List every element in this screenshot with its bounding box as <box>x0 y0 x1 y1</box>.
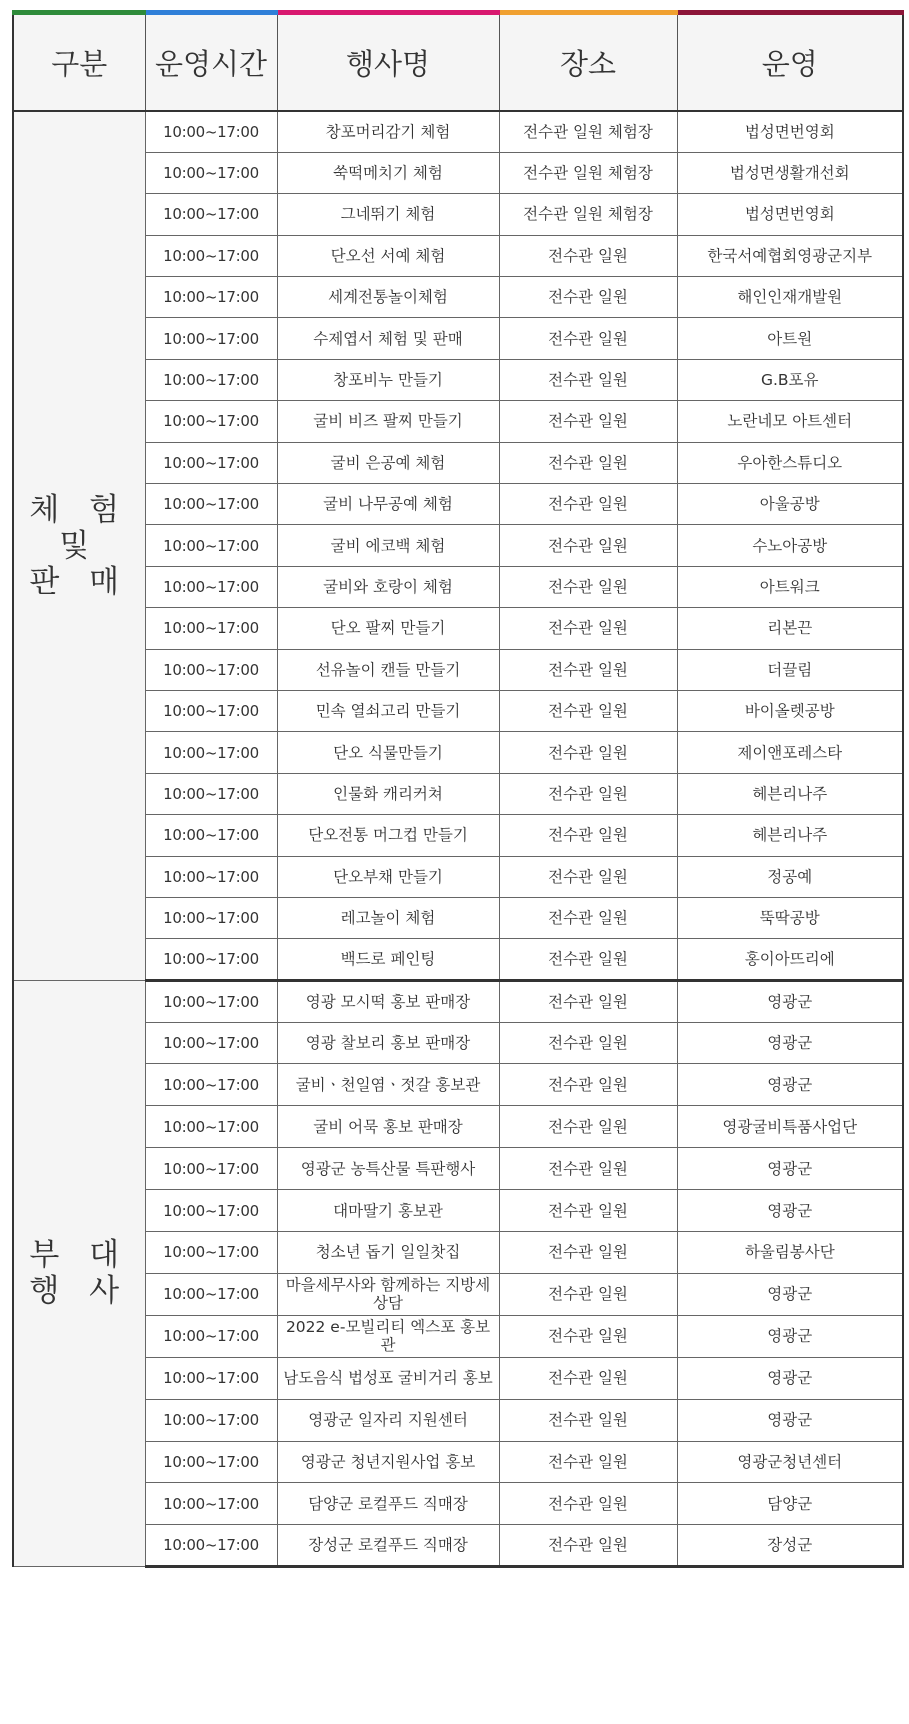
operator-cell: 영광군 <box>677 1190 903 1232</box>
place-cell: 전수관 일원 <box>499 359 677 400</box>
operator-cell: 아울공방 <box>677 484 903 525</box>
operator-cell: 영광군 <box>677 980 903 1022</box>
table-row <box>13 1315 903 1357</box>
event-name-cell: 민속 열쇠고리 만들기 <box>277 690 499 731</box>
operator-cell: 영광군 <box>677 1399 903 1441</box>
section-experience-sales <box>13 111 903 980</box>
table-row <box>13 235 903 276</box>
table-row <box>13 1106 903 1148</box>
event-name-cell: 단오부채 만들기 <box>277 856 499 897</box>
event-name-cell: 영광군 농특산물 특판행사 <box>277 1148 499 1190</box>
time-cell: 10:00~17:00 <box>145 1483 277 1525</box>
time-cell: 10:00~17:00 <box>145 1357 277 1399</box>
place-cell: 전수관 일원 <box>499 649 677 690</box>
table-row <box>13 773 903 814</box>
event-name-cell: 청소년 돕기 일일찻집 <box>277 1232 499 1274</box>
table-header <box>13 13 903 112</box>
table-row <box>13 359 903 400</box>
table-row <box>13 649 903 690</box>
table-row <box>13 194 903 235</box>
time-cell: 10:00~17:00 <box>145 442 277 483</box>
operator-cell: 영광군청년센터 <box>677 1441 903 1483</box>
time-cell: 10:00~17:00 <box>145 1399 277 1441</box>
table-row <box>13 566 903 607</box>
operator-cell: 바이올렛공방 <box>677 690 903 731</box>
operator-cell: 한국서예협회영광군지부 <box>677 235 903 276</box>
time-cell: 10:00~17:00 <box>145 566 277 607</box>
operator-cell: G.B포유 <box>677 359 903 400</box>
time-cell: 10:00~17:00 <box>145 1273 277 1315</box>
time-cell: 10:00~17:00 <box>145 359 277 400</box>
operator-cell: 수노아공방 <box>677 525 903 566</box>
time-cell: 10:00~17:00 <box>145 856 277 897</box>
event-name-cell: 그네뛰기 체험 <box>277 194 499 235</box>
header-row <box>13 13 903 112</box>
time-cell: 10:00~17:00 <box>145 1315 277 1357</box>
table-row <box>13 1273 903 1315</box>
time-cell: 10:00~17:00 <box>145 732 277 773</box>
event-name-cell: 굴비 어묵 홍보 판매장 <box>277 1106 499 1148</box>
event-name-cell: 영광군 청년지원사업 홍보 <box>277 1441 499 1483</box>
table-row <box>13 1190 903 1232</box>
place-cell: 전수관 일원 <box>499 1190 677 1232</box>
event-name-cell: 장성군 로컬푸드 직매장 <box>277 1525 499 1567</box>
place-cell: 전수관 일원 <box>499 1399 677 1441</box>
time-cell: 10:00~17:00 <box>145 194 277 235</box>
time-cell: 10:00~17:00 <box>145 1022 277 1064</box>
time-cell: 10:00~17:00 <box>145 1064 277 1106</box>
operator-cell: 영광군 <box>677 1357 903 1399</box>
table-row <box>13 939 903 980</box>
place-cell: 전수관 일원 <box>499 1022 677 1064</box>
place-cell: 전수관 일원 <box>499 773 677 814</box>
event-name-cell: 단오전통 머그컵 만들기 <box>277 815 499 856</box>
event-name-cell: 선유놀이 캔들 만들기 <box>277 649 499 690</box>
operator-cell: 법성면번영회 <box>677 194 903 235</box>
table-row <box>13 318 903 359</box>
event-name-cell: 레고놀이 체험 <box>277 897 499 938</box>
event-name-cell: 수제엽서 체험 및 판매 <box>277 318 499 359</box>
time-cell: 10:00~17:00 <box>145 608 277 649</box>
operator-cell: 아트워크 <box>677 566 903 607</box>
event-name-cell: 창포머리감기 체험 <box>277 111 499 152</box>
time-cell: 10:00~17:00 <box>145 773 277 814</box>
table-row <box>13 732 903 773</box>
place-cell: 전수관 일원 <box>499 1273 677 1315</box>
operator-cell: 제이앤포레스타 <box>677 732 903 773</box>
operator-cell: 더끌림 <box>677 649 903 690</box>
table-row <box>13 1357 903 1399</box>
event-name-cell: 창포비누 만들기 <box>277 359 499 400</box>
event-name-cell: 단오 팔찌 만들기 <box>277 608 499 649</box>
header-category: 구분 <box>13 13 145 112</box>
event-name-cell: 단오 식물만들기 <box>277 732 499 773</box>
place-cell: 전수관 일원 <box>499 897 677 938</box>
place-cell: 전수관 일원 <box>499 608 677 649</box>
place-cell: 전수관 일원 체험장 <box>499 152 677 193</box>
place-cell: 전수관 일원 <box>499 980 677 1022</box>
place-cell: 전수관 일원 <box>499 815 677 856</box>
event-name-cell: 단오선 서예 체험 <box>277 235 499 276</box>
time-cell: 10:00~17:00 <box>145 1148 277 1190</box>
table-row <box>13 980 903 1022</box>
event-name-cell: 영광 찰보리 홍보 판매장 <box>277 1022 499 1064</box>
place-cell: 전수관 일원 <box>499 484 677 525</box>
table-row <box>13 484 903 525</box>
time-cell: 10:00~17:00 <box>145 525 277 566</box>
operator-cell: 해인인재개발원 <box>677 277 903 318</box>
operator-cell: 법성면번영회 <box>677 111 903 152</box>
table-row <box>13 690 903 731</box>
place-cell: 전수관 일원 <box>499 690 677 731</box>
time-cell: 10:00~17:00 <box>145 815 277 856</box>
operator-cell: 법성면생활개선회 <box>677 152 903 193</box>
header-place: 장소 <box>499 13 677 112</box>
event-name-cell: 백드로 페인팅 <box>277 939 499 980</box>
table-row <box>13 1483 903 1525</box>
time-cell: 10:00~17:00 <box>145 152 277 193</box>
operator-cell: 영광군 <box>677 1022 903 1064</box>
place-cell: 전수관 일원 <box>499 1441 677 1483</box>
place-cell: 전수관 일원 <box>499 566 677 607</box>
operator-cell: 리본끈 <box>677 608 903 649</box>
event-name-cell: 굴비 은공예 체험 <box>277 442 499 483</box>
table-row <box>13 111 903 152</box>
table-row <box>13 1525 903 1567</box>
table-row <box>13 1022 903 1064</box>
table-row <box>13 897 903 938</box>
operator-cell: 정공예 <box>677 856 903 897</box>
place-cell: 전수관 일원 <box>499 318 677 359</box>
event-name-cell: 담양군 로컬푸드 직매장 <box>277 1483 499 1525</box>
event-name-cell: 영광군 일자리 지원센터 <box>277 1399 499 1441</box>
place-cell: 전수관 일원 체험장 <box>499 194 677 235</box>
table-row <box>13 442 903 483</box>
place-cell: 전수관 일원 <box>499 856 677 897</box>
operator-cell: 아트원 <box>677 318 903 359</box>
time-cell: 10:00~17:00 <box>145 1106 277 1148</box>
time-cell: 10:00~17:00 <box>145 1190 277 1232</box>
event-name-cell: 2022 e-모빌리티 엑스포 홍보관 <box>277 1315 499 1357</box>
table-row <box>13 1148 903 1190</box>
time-cell: 10:00~17:00 <box>145 111 277 152</box>
time-cell: 10:00~17:00 <box>145 939 277 980</box>
place-cell: 전수관 일원 <box>499 277 677 318</box>
place-cell: 전수관 일원 <box>499 1357 677 1399</box>
time-cell: 10:00~17:00 <box>145 649 277 690</box>
place-cell: 전수관 일원 <box>499 1232 677 1274</box>
section-side-events <box>13 980 903 1566</box>
operator-cell: 우아한스튜디오 <box>677 442 903 483</box>
header-operator: 운영 <box>677 13 903 112</box>
place-cell: 전수관 일원 <box>499 1525 677 1567</box>
table-row <box>13 815 903 856</box>
time-cell: 10:00~17:00 <box>145 484 277 525</box>
place-cell: 전수관 일원 <box>499 1106 677 1148</box>
table-row <box>13 1399 903 1441</box>
table-row <box>13 856 903 897</box>
event-name-cell: 굴비 에코백 체험 <box>277 525 499 566</box>
time-cell: 10:00~17:00 <box>145 277 277 318</box>
category-cell: 부 대 행 사 <box>13 980 145 1566</box>
operator-cell: 영광군 <box>677 1064 903 1106</box>
time-cell: 10:00~17:00 <box>145 980 277 1022</box>
event-name-cell: 남도음식 법성포 굴비거리 홍보 <box>277 1357 499 1399</box>
table-row <box>13 1064 903 1106</box>
operator-cell: 헤븐리나주 <box>677 815 903 856</box>
event-name-cell: 마을세무사와 함께하는 지방세 상담 <box>277 1273 499 1315</box>
place-cell: 전수관 일원 <box>499 1315 677 1357</box>
operator-cell: 영광군 <box>677 1273 903 1315</box>
operator-cell: 홍이아뜨리에 <box>677 939 903 980</box>
operator-cell: 헤븐리나주 <box>677 773 903 814</box>
place-cell: 전수관 일원 <box>499 939 677 980</box>
table-row <box>13 277 903 318</box>
operator-cell: 뚝딱공방 <box>677 897 903 938</box>
place-cell: 전수관 일원 <box>499 401 677 442</box>
category-cell: 체 험 및 판 매 <box>13 111 145 980</box>
table-row <box>13 1232 903 1274</box>
time-cell: 10:00~17:00 <box>145 1232 277 1274</box>
header-time: 운영시간 <box>145 13 277 112</box>
operator-cell: 노란네모 아트센터 <box>677 401 903 442</box>
time-cell: 10:00~17:00 <box>145 235 277 276</box>
event-name-cell: 대마딸기 홍보관 <box>277 1190 499 1232</box>
operator-cell: 하울림봉사단 <box>677 1232 903 1274</box>
place-cell: 전수관 일원 <box>499 442 677 483</box>
table-row <box>13 525 903 566</box>
table-row <box>13 608 903 649</box>
place-cell: 전수관 일원 <box>499 235 677 276</box>
operator-cell: 영광군 <box>677 1148 903 1190</box>
event-name-cell: 세계전통놀이체험 <box>277 277 499 318</box>
place-cell: 전수관 일원 <box>499 1064 677 1106</box>
event-name-cell: 인물화 캐리커쳐 <box>277 773 499 814</box>
event-schedule-table <box>12 10 904 1568</box>
operator-cell: 영광군 <box>677 1315 903 1357</box>
event-name-cell: 영광 모시떡 홍보 판매장 <box>277 980 499 1022</box>
header-event: 행사명 <box>277 13 499 112</box>
schedule-table-container <box>12 10 902 1568</box>
table-row <box>13 1441 903 1483</box>
event-name-cell: 굴비 나무공예 체험 <box>277 484 499 525</box>
operator-cell: 담양군 <box>677 1483 903 1525</box>
time-cell: 10:00~17:00 <box>145 1441 277 1483</box>
time-cell: 10:00~17:00 <box>145 401 277 442</box>
time-cell: 10:00~17:00 <box>145 318 277 359</box>
table-row <box>13 152 903 193</box>
time-cell: 10:00~17:00 <box>145 690 277 731</box>
place-cell: 전수관 일원 체험장 <box>499 111 677 152</box>
event-name-cell: 굴비ㆍ천일염ㆍ젓갈 홍보관 <box>277 1064 499 1106</box>
table-row <box>13 401 903 442</box>
event-name-cell: 굴비와 호랑이 체험 <box>277 566 499 607</box>
event-name-cell: 굴비 비즈 팔찌 만들기 <box>277 401 499 442</box>
place-cell: 전수관 일원 <box>499 525 677 566</box>
place-cell: 전수관 일원 <box>499 1148 677 1190</box>
time-cell: 10:00~17:00 <box>145 897 277 938</box>
place-cell: 전수관 일원 <box>499 732 677 773</box>
operator-cell: 영광굴비특품사업단 <box>677 1106 903 1148</box>
time-cell: 10:00~17:00 <box>145 1525 277 1567</box>
operator-cell: 장성군 <box>677 1525 903 1567</box>
event-name-cell: 쑥떡메치기 체험 <box>277 152 499 193</box>
place-cell: 전수관 일원 <box>499 1483 677 1525</box>
